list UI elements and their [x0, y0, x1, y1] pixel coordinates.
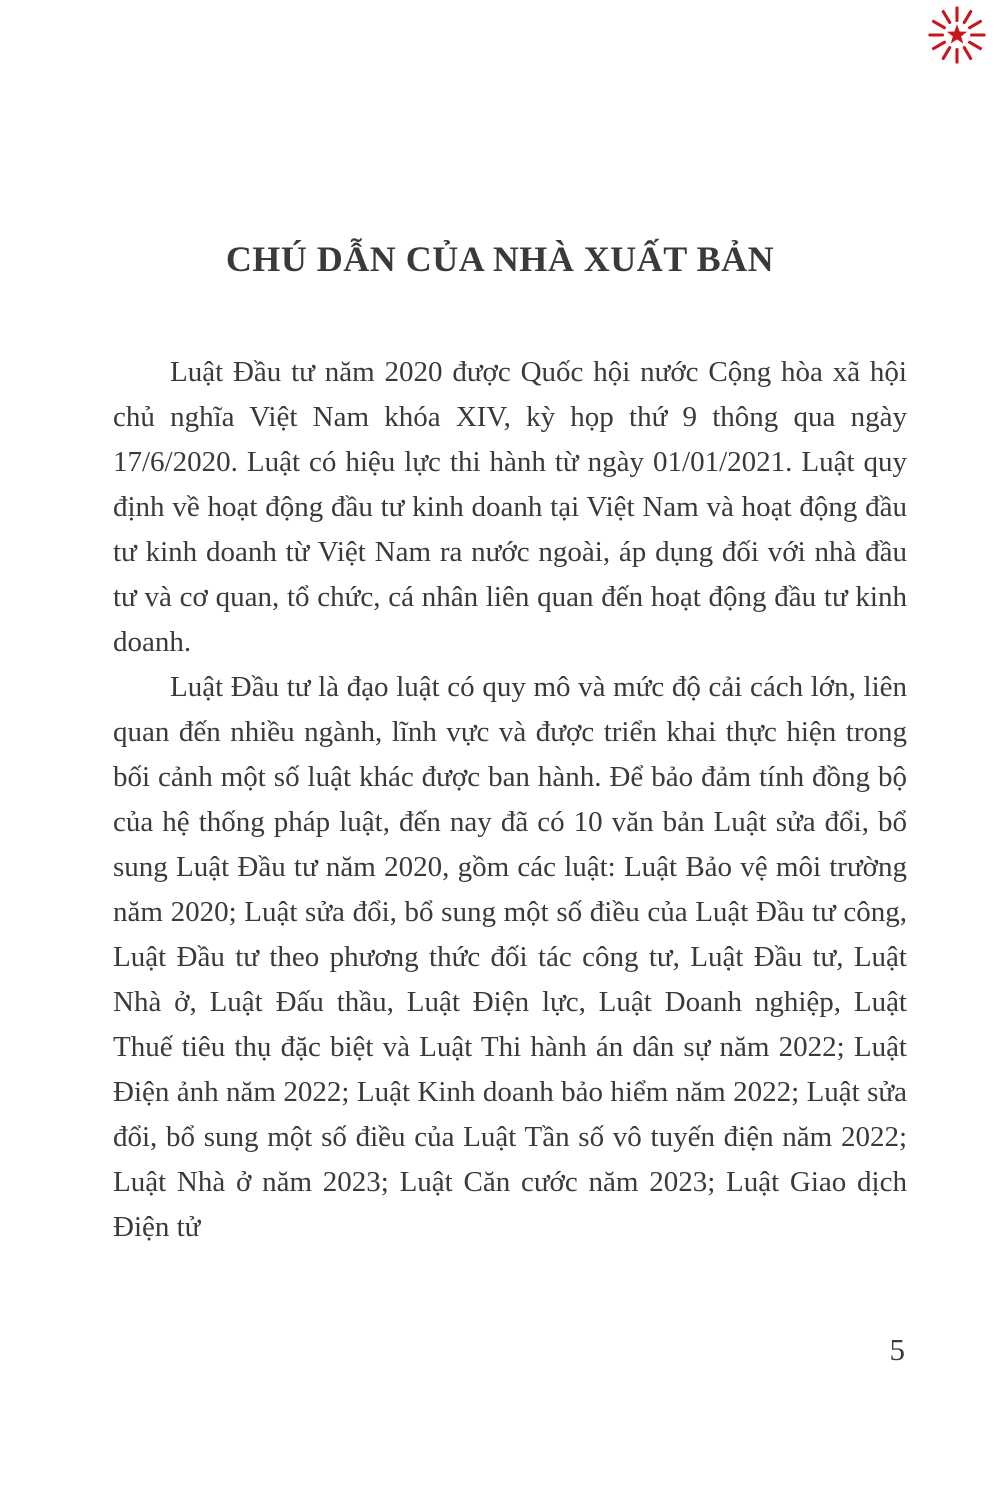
page-title: CHÚ DẪN CỦA NHÀ XUẤT BẢN — [225, 239, 775, 279]
paragraph: Luật Đầu tư là đạo luật có quy mô và mức độ cải cách lớn, liên quan đến nhiều ngành, lĩnh vực và được triển khai thực hiện trong bối cảnh một số luật khác được ban hành. Để bảo đảm tính đồng bộ của hệ thống pháp luật, đến nay đã có 10 văn bản Luật sửa đổi, bổ sung Luật Đầu tư năm 2020, gồm các luật: Luật Bảo vệ môi trường năm 2020; Luật sửa đổi, bổ sung một số điều của Luật Đầu tư công, Luật Đầu tư theo phương thức đối tác công tư, Luật Đầu tư, Luật Nhà ở, Luật Đấu thầu, Luật Điện lực, Luật Doanh nghiệp, Luật Thuế tiêu thụ đặc biệt và Luật Thi hành án dân sự năm 2022; Luật Điện ảnh năm 2022; Luật Kinh doanh bảo hiểm năm 2022; Luật sửa đổi, bổ sung một số điều của Luật Tần số vô tuyến điện năm 2022; Luật Nhà ở năm 2023; Luật Căn cước năm 2023; Luật Giao dịch Điện tử — [113, 671, 907, 1243]
paragraph: Luật Đầu tư năm 2020 được Quốc hội nước Cộng hòa xã hội chủ nghĩa Việt Nam khóa XIV, kỳ họp thứ 9 thông qua ngày 17/6/2020. Luật có hiệu lực thi hành từ ngày 01/01/2021. Luật quy định về hoạt động đầu tư kinh doanh tại Việt Nam và hoạt động đầu tư kinh doanh từ Việt Nam ra nước ngoài, áp dụng đối với nhà đầu tư và cơ quan, tổ chức, cá nhân liên quan đến hoạt động đầu tư kinh doanh. — [113, 356, 907, 658]
publisher-emblem-icon — [926, 4, 988, 66]
page-number: 5 — [889, 1332, 905, 1367]
body-text — [113, 350, 907, 1250]
